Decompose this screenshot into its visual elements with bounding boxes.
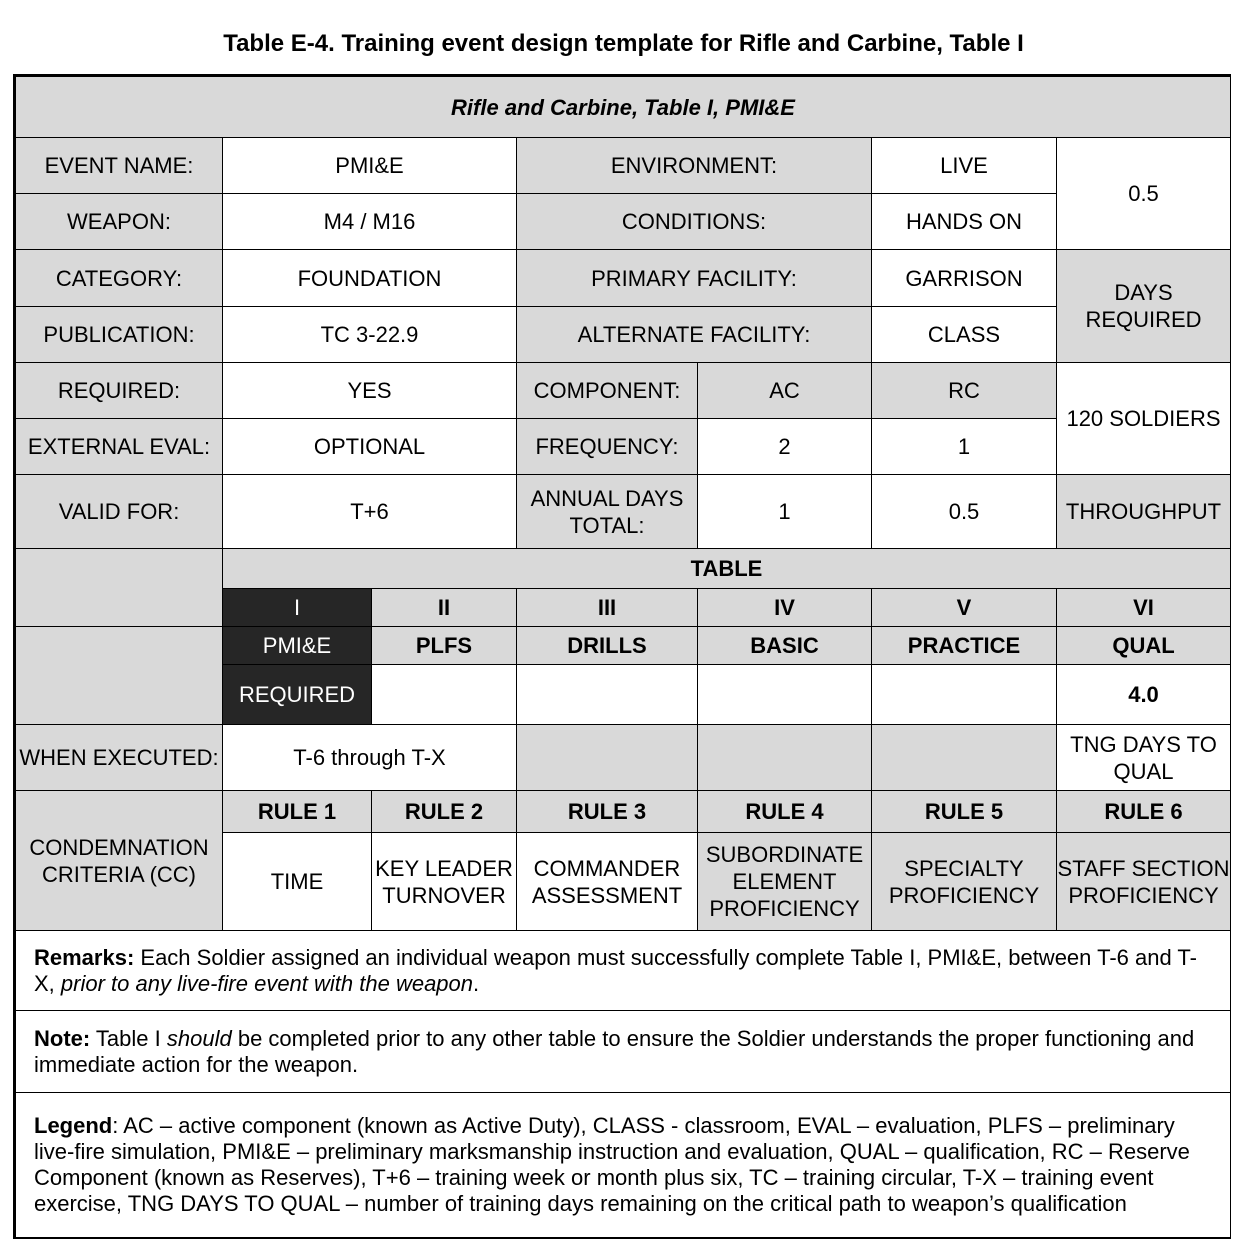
blank-cell — [871, 664, 1057, 725]
external-eval-cell — [222, 418, 517, 475]
blank-cell — [516, 664, 698, 725]
table-numeral — [222, 588, 372, 627]
blank-cell — [516, 724, 698, 791]
cell-text: QUAL — [1112, 633, 1175, 658]
component-rc-cell — [871, 362, 1057, 419]
cell-text: STAFF SECTION PROFICIENCY — [1057, 855, 1230, 908]
blank-cell — [371, 664, 517, 725]
environment-cell — [871, 137, 1057, 194]
cc-label — [15, 790, 223, 931]
cell-text: FREQUENCY: — [535, 434, 679, 459]
blank-cell — [15, 626, 223, 725]
cc-criterion — [371, 832, 517, 931]
cell-text: RULE 2 — [404, 799, 484, 824]
conditions-cell — [871, 193, 1057, 250]
valid-for-label-cell — [15, 474, 223, 549]
cell-text: III — [597, 595, 617, 620]
frequency-rc-cell — [871, 418, 1057, 475]
cell-text: 2 — [778, 434, 791, 459]
component-label-cell — [516, 362, 698, 419]
cc-criterion — [697, 832, 872, 931]
table-numeral — [371, 588, 517, 627]
blank-cell — [697, 724, 872, 791]
weapon-label-cell — [15, 193, 223, 250]
table-title: Table E-4. Training event design template for Rifle and Carbine, Table I — [223, 30, 1024, 57]
cc-criterion — [1056, 832, 1231, 931]
cell-text: T+6 — [350, 499, 389, 524]
category-cell — [222, 249, 517, 307]
cell-text: LIVE — [940, 153, 988, 178]
table-name — [371, 626, 517, 665]
remarks — [15, 930, 1231, 1011]
throughput-value-cell — [1056, 362, 1231, 475]
publication-label-cell — [15, 306, 223, 363]
cell-text: COMPONENT: — [533, 378, 681, 403]
frequency-label-cell — [516, 418, 698, 475]
table-name — [516, 626, 698, 665]
throughput-label-cell — [1056, 474, 1231, 549]
legend-label: Legend — [34, 1113, 113, 1138]
cell-text: RULE 4 — [745, 799, 824, 824]
cell-text: REQUIRED — [238, 682, 356, 707]
cell-text: 1 — [957, 434, 971, 459]
qual-days-cell — [1056, 664, 1231, 725]
cell-text: YES — [347, 378, 392, 403]
cell-text: DRILLS — [567, 633, 647, 658]
weapon-cell — [222, 193, 517, 250]
cell-text: CONDEMNATION CRITERIA (CC) — [29, 834, 209, 887]
blank-cell — [697, 664, 872, 725]
when-value-cell — [222, 724, 517, 791]
cell-text: PRACTICE — [907, 633, 1021, 658]
blank-cell — [871, 724, 1057, 791]
cell-text: RC — [948, 378, 980, 403]
cell-text: M4 / M16 — [323, 209, 416, 234]
cell-text: I — [293, 595, 301, 620]
annual-rc-cell — [871, 474, 1057, 549]
cc-rule — [697, 790, 872, 833]
table-name — [1056, 626, 1231, 665]
cell-text: RULE 5 — [924, 799, 1004, 824]
cell-text: VI — [1133, 595, 1154, 620]
blank-cell — [15, 548, 223, 627]
cell-text: WEAPON: — [67, 209, 171, 234]
cell-text: 120 SOLDIERS — [1066, 406, 1221, 431]
note-text-end: be completed prior to any other table to ensure the Soldier understands the proper functioning and immediate action for the weapon. — [34, 1025, 1195, 1077]
cell-text: 0.5 — [1128, 181, 1159, 206]
table-label — [222, 548, 1231, 589]
legend-text: : AC – active component (known as Active Duty), CLASS - classroom, EVAL – evaluation, PLFS – preliminary live-fire simulation, PMI&E – preliminary marksmanship instruction and evaluation, QUAL – qualification, RC – Reserve Component (known as Reserves), T+6 – training week or month plus six, TC – training circular, T-X – training event exercise, TNG DAYS TO QUAL – number of training days remaining on the critical path to weapon’s qualification — [34, 1113, 1190, 1216]
cell-text: EVENT NAME: — [44, 153, 194, 178]
cell-text: BASIC — [750, 633, 819, 658]
event-name-cell — [222, 137, 517, 194]
cc-criterion — [222, 832, 372, 931]
required-label-cell — [222, 664, 372, 725]
primary-facility-cell — [871, 249, 1057, 307]
cell-text: RULE 3 — [567, 799, 647, 824]
cell-text: 1 — [778, 499, 791, 524]
alternate-facility-cell — [871, 306, 1057, 363]
event-name-label-cell — [15, 137, 223, 194]
cell-text: 0.5 — [948, 499, 980, 524]
cell-text: KEY LEADER TURNOVER — [375, 855, 513, 908]
required-cell — [222, 362, 517, 419]
cell-text: THROUGHPUT — [1065, 499, 1222, 524]
cell-text: SUBORDINATE ELEMENT PROFICIENCY — [705, 842, 864, 921]
cc-rule — [871, 790, 1057, 833]
note-label: Note: — [34, 1025, 91, 1051]
cell-text: PLFS — [415, 633, 473, 658]
cell-text: SPECIALTY PROFICIENCY — [888, 855, 1040, 908]
cell-text: HANDS ON — [905, 209, 1023, 234]
component-ac-cell — [697, 362, 872, 419]
table-header — [15, 76, 1231, 138]
cc-rule — [516, 790, 698, 833]
cell-text: FOUNDATION — [297, 265, 442, 291]
cell-text: WHEN EXECUTED: — [19, 745, 219, 770]
cell-text: OPTIONAL — [313, 434, 426, 459]
cell-text: GARRISON — [905, 265, 1023, 291]
cell-text: IV — [774, 595, 795, 620]
remarks-italic: prior to any live-fire event with the weapon — [60, 970, 474, 996]
cell-text: T-6 through T-X — [293, 745, 446, 770]
days-required-label-cell — [1056, 249, 1231, 363]
required-label-cell — [15, 362, 223, 419]
primary-facility-label-cell — [516, 249, 872, 307]
cell-text: Rifle and Carbine, Table I, PMI&E — [451, 94, 795, 120]
frequency-ac-cell — [697, 418, 872, 475]
cell-text: TIME — [270, 869, 324, 894]
table-numeral — [1056, 588, 1231, 627]
tng-days-label-cell — [1056, 724, 1231, 791]
cell-text: RULE 6 — [1104, 799, 1183, 824]
cell-text: TABLE — [690, 556, 763, 581]
valid-for-cell — [222, 474, 517, 549]
cell-text: V — [956, 595, 972, 620]
cell-text: CONDITIONS: — [621, 209, 767, 234]
remarks-text-end: . — [473, 970, 480, 996]
cell-text: CATEGORY: — [55, 265, 183, 291]
when-label-cell — [15, 724, 223, 791]
cell-text: PMI&E — [335, 153, 404, 178]
alternate-facility-label-cell — [516, 306, 872, 363]
table-name — [871, 626, 1057, 665]
note-text: Table I — [90, 1025, 167, 1051]
cell-text: ALTERNATE FACILITY: — [577, 322, 811, 347]
cell-text: TC 3-22.9 — [320, 322, 419, 347]
table-numeral — [871, 588, 1057, 627]
cell-text: ANNUAL DAYS TOTAL: — [530, 485, 684, 538]
cell-text: PRIMARY FACILITY: — [591, 265, 797, 291]
cell-text: II — [437, 595, 451, 620]
table-name — [697, 626, 872, 665]
conditions-label-cell — [516, 193, 872, 250]
table-numeral — [697, 588, 872, 627]
cell-text: 4.0 — [1128, 682, 1159, 707]
cell-text: ENVIRONMENT: — [610, 153, 778, 178]
note — [15, 1010, 1231, 1093]
cell-text: DAYS REQUIRED — [1085, 280, 1202, 332]
cell-text: VALID FOR: — [58, 499, 180, 524]
cc-criterion — [516, 832, 698, 931]
cc-criterion — [871, 832, 1057, 931]
category-label-cell — [15, 249, 223, 307]
cell-text: RULE 1 — [257, 799, 337, 824]
cell-text: AC — [769, 378, 800, 403]
cell-text: PMI&E — [262, 633, 332, 658]
annual-days-label-cell — [516, 474, 698, 549]
remarks-text: Each Soldier assigned an individual weapon must successfully complete Table I, PMI&E, between T-6 and T-X, — [34, 944, 1197, 996]
cc-rule — [222, 790, 372, 833]
cell-text: PUBLICATION: — [43, 322, 195, 347]
remarks-label: Remarks: — [34, 944, 135, 970]
table-numeral — [516, 588, 698, 627]
cell-text: REQUIRED: — [57, 378, 181, 403]
cc-rule — [1056, 790, 1231, 833]
legend — [15, 1092, 1231, 1238]
cell-text: TNG DAYS TO QUAL — [1070, 731, 1217, 784]
environment-label-cell — [516, 137, 872, 194]
cell-text: EXTERNAL EVAL: — [27, 434, 211, 459]
annual-ac-cell — [697, 474, 872, 549]
publication-cell — [222, 306, 517, 363]
external-eval-label-cell — [15, 418, 223, 475]
cell-text: COMMANDER ASSESSMENT — [531, 855, 683, 908]
days-value-cell — [1056, 137, 1231, 250]
note-italic: should — [166, 1025, 232, 1051]
cell-text: CLASS — [927, 322, 1001, 347]
cc-rule — [371, 790, 517, 833]
table-name — [222, 626, 372, 665]
